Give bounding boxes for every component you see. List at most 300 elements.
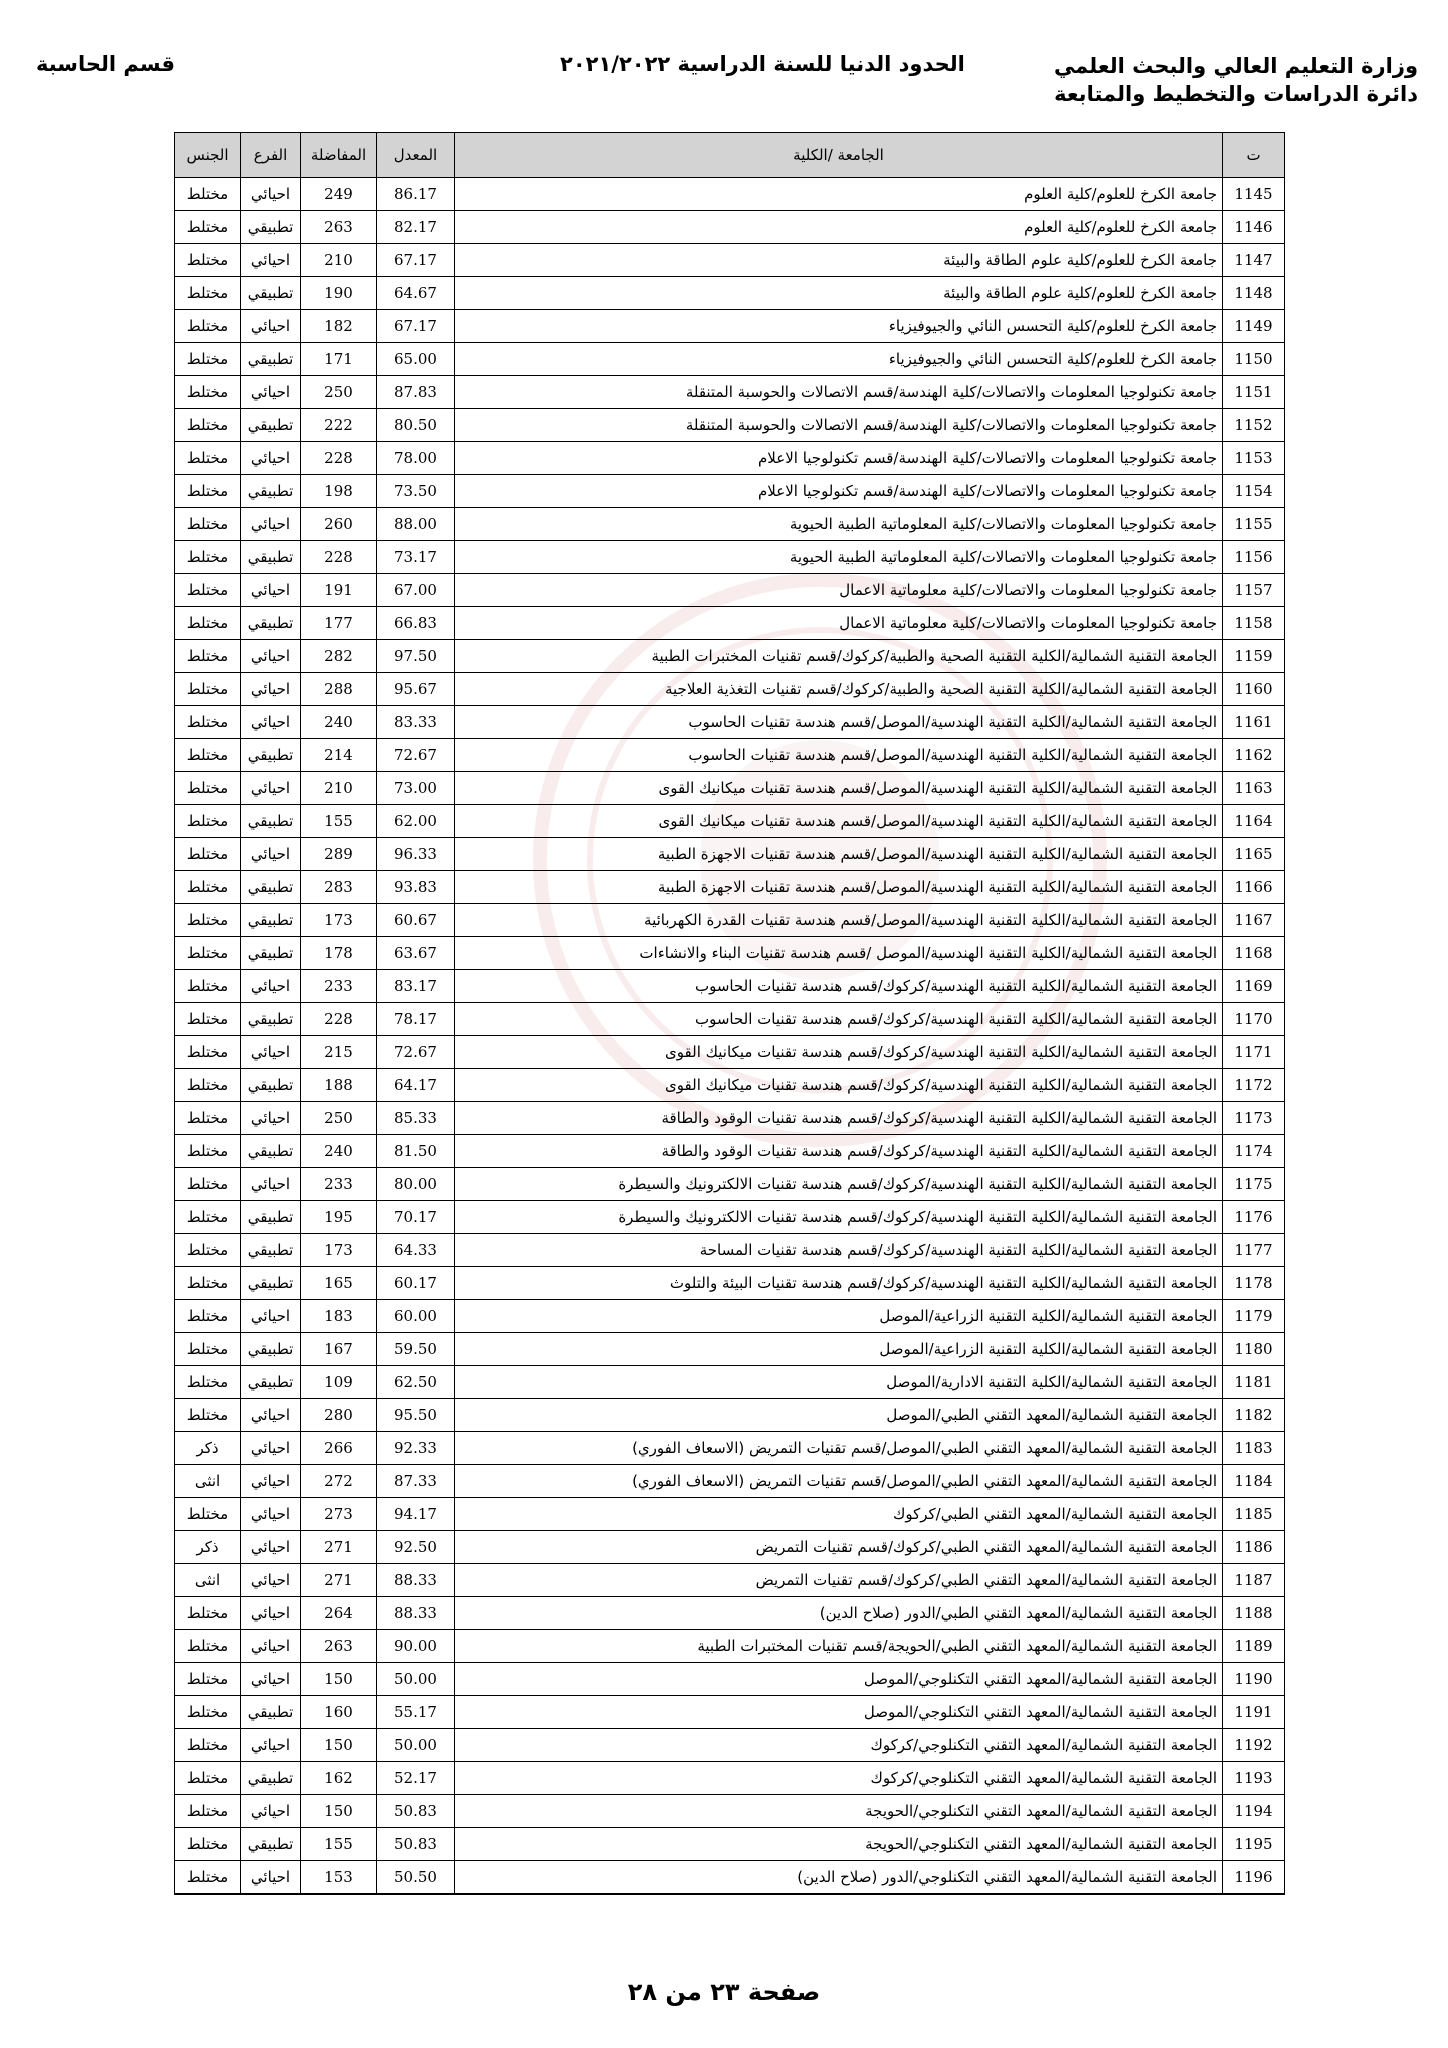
cell-college: جامعة تكنولوجيا المعلومات والاتصالات/كلية الهندسة/قسم الاتصالات والحوسبة المتنقلة [455, 409, 1223, 442]
cell-gender: مختلط [175, 970, 241, 1003]
cell-seq: 1162 [1223, 739, 1285, 772]
cell-preference: 263 [301, 211, 377, 244]
cell-seq: 1183 [1223, 1432, 1285, 1465]
cell-preference: 260 [301, 508, 377, 541]
cell-gender: مختلط [175, 772, 241, 805]
cell-preference: 155 [301, 805, 377, 838]
cell-preference: 182 [301, 310, 377, 343]
cell-average: 87.33 [377, 1465, 455, 1498]
cell-college: جامعة الكرخ للعلوم/كلية العلوم [455, 211, 1223, 244]
cell-average: 64.33 [377, 1234, 455, 1267]
cell-preference: 289 [301, 838, 377, 871]
cell-college: الجامعة التقنية الشمالية/الكلية التقنية الصحية والطبية/كركوك/قسم تقنيات التغذية العلاجية [455, 673, 1223, 706]
cell-college: الجامعة التقنية الشمالية/المعهد التقني الطبي/الموصل/قسم تقنيات التمريض (الاسعاف الفوري) [455, 1465, 1223, 1498]
cell-college: جامعة تكنولوجيا المعلومات والاتصالات/كلية معلوماتية الاعمال [455, 607, 1223, 640]
table-row [175, 1564, 1285, 1597]
cell-college: الجامعة التقنية الشمالية/المعهد التقني التكنلوجي/الحويجة [455, 1795, 1223, 1828]
cell-gender: مختلط [175, 1696, 241, 1729]
cell-gender: مختلط [175, 937, 241, 970]
cell-preference: 249 [301, 178, 377, 211]
table-row [175, 211, 1285, 244]
cell-average: 95.50 [377, 1399, 455, 1432]
cell-average: 62.00 [377, 805, 455, 838]
cell-preference: 233 [301, 1168, 377, 1201]
cell-seq: 1173 [1223, 1102, 1285, 1135]
cell-branch: احيائي [241, 1597, 301, 1630]
cell-seq: 1160 [1223, 673, 1285, 706]
cell-gender: مختلط [175, 1399, 241, 1432]
cell-average: 50.83 [377, 1828, 455, 1861]
table-header-row [175, 133, 1285, 178]
cell-branch: احيائي [241, 1795, 301, 1828]
cell-college: الجامعة التقنية الشمالية/المعهد التقني التكنلوجي/الحويجة [455, 1828, 1223, 1861]
ministry-name: وزارة التعليم العالي والبحث العلمي [1053, 54, 1418, 78]
cell-branch: احيائي [241, 772, 301, 805]
cell-seq: 1157 [1223, 574, 1285, 607]
cell-average: 50.00 [377, 1663, 455, 1696]
cell-average: 55.17 [377, 1696, 455, 1729]
cell-gender: مختلط [175, 739, 241, 772]
cell-seq: 1161 [1223, 706, 1285, 739]
column-header-gender: الجنس [175, 133, 241, 178]
cell-average: 72.67 [377, 1036, 455, 1069]
cell-preference: 153 [301, 1861, 377, 1895]
cell-seq: 1148 [1223, 277, 1285, 310]
cell-preference: 109 [301, 1366, 377, 1399]
cell-gender: مختلط [175, 1729, 241, 1762]
cell-preference: 150 [301, 1729, 377, 1762]
cell-seq: 1145 [1223, 178, 1285, 211]
cell-preference: 210 [301, 244, 377, 277]
table-row [175, 937, 1285, 970]
cell-gender: مختلط [175, 1597, 241, 1630]
cell-gender: ذكر [175, 1432, 241, 1465]
cell-seq: 1177 [1223, 1234, 1285, 1267]
table-row [175, 244, 1285, 277]
cell-seq: 1195 [1223, 1828, 1285, 1861]
cell-branch: احيائي [241, 1531, 301, 1564]
cell-preference: 250 [301, 376, 377, 409]
cell-seq: 1189 [1223, 1630, 1285, 1663]
cell-college: الجامعة التقنية الشمالية/الكلية التقنية الادارية/الموصل [455, 1366, 1223, 1399]
cell-college: الجامعة التقنية الشمالية/المعهد التقني الطبي/الموصل/قسم تقنيات التمريض (الاسعاف الفوري) [455, 1432, 1223, 1465]
column-header-preference: المفاضلة [301, 133, 377, 178]
cell-branch: تطبيقي [241, 607, 301, 640]
cell-seq: 1180 [1223, 1333, 1285, 1366]
cell-branch: احيائي [241, 574, 301, 607]
cell-gender: مختلط [175, 1300, 241, 1333]
cell-gender: مختلط [175, 244, 241, 277]
cell-preference: 210 [301, 772, 377, 805]
cell-average: 80.50 [377, 409, 455, 442]
cell-preference: 155 [301, 1828, 377, 1861]
cell-gender: انثى [175, 1465, 241, 1498]
cell-branch: تطبيقي [241, 937, 301, 970]
cell-preference: 177 [301, 607, 377, 640]
cell-college: جامعة الكرخ للعلوم/كلية علوم الطاقة والبيئة [455, 244, 1223, 277]
cell-branch: احيائي [241, 1498, 301, 1531]
cell-branch: تطبيقي [241, 1267, 301, 1300]
cell-preference: 150 [301, 1663, 377, 1696]
cell-college: جامعة تكنولوجيا المعلومات والاتصالات/كلية المعلوماتية الطبية الحيوية [455, 508, 1223, 541]
table-row [175, 409, 1285, 442]
table-row [175, 1201, 1285, 1234]
cell-gender: مختلط [175, 871, 241, 904]
cell-preference: 183 [301, 1300, 377, 1333]
table-row [175, 1465, 1285, 1498]
cell-gender: مختلط [175, 211, 241, 244]
table-row [175, 508, 1285, 541]
cell-college: الجامعة التقنية الشمالية/المعهد التقني الطبي/الدور (صلاح الدين) [455, 1597, 1223, 1630]
cell-gender: مختلط [175, 1168, 241, 1201]
cell-college: الجامعة التقنية الشمالية/الكلية التقنية الهندسية/الموصل/قسم هندسة تقنيات ميكانيك القوى [455, 805, 1223, 838]
cell-college: جامعة الكرخ للعلوم/كلية علوم الطاقة والبيئة [455, 277, 1223, 310]
table-row [175, 1432, 1285, 1465]
column-header-average: المعدل [377, 133, 455, 178]
cell-branch: تطبيقي [241, 805, 301, 838]
cell-average: 65.00 [377, 343, 455, 376]
cell-gender: ذكر [175, 1531, 241, 1564]
cell-seq: 1155 [1223, 508, 1285, 541]
cell-seq: 1172 [1223, 1069, 1285, 1102]
cell-average: 92.50 [377, 1531, 455, 1564]
cell-college: الجامعة التقنية الشمالية/الكلية التقنية الهندسية/الموصل/قسم هندسة تقنيات الحاسوب [455, 706, 1223, 739]
cell-college: الجامعة التقنية الشمالية/المعهد التقني التكنلوجي/الدور (صلاح الدين) [455, 1861, 1223, 1895]
cell-branch: احيائي [241, 1465, 301, 1498]
cell-college: جامعة تكنولوجيا المعلومات والاتصالات/كلية المعلوماتية الطبية الحيوية [455, 541, 1223, 574]
table-row [175, 706, 1285, 739]
cell-preference: 228 [301, 442, 377, 475]
cell-average: 50.83 [377, 1795, 455, 1828]
table-row [175, 475, 1285, 508]
table-row [175, 1102, 1285, 1135]
cell-branch: احيائي [241, 310, 301, 343]
cell-average: 93.83 [377, 871, 455, 904]
cell-seq: 1159 [1223, 640, 1285, 673]
cell-gender: مختلط [175, 541, 241, 574]
cell-branch: احيائي [241, 673, 301, 706]
cell-gender: مختلط [175, 1762, 241, 1795]
cell-seq: 1182 [1223, 1399, 1285, 1432]
cell-seq: 1194 [1223, 1795, 1285, 1828]
cell-preference: 263 [301, 1630, 377, 1663]
cell-seq: 1190 [1223, 1663, 1285, 1696]
cell-average: 88.00 [377, 508, 455, 541]
cell-college: الجامعة التقنية الشمالية/المعهد التقني التكنلوجي/الموصل [455, 1663, 1223, 1696]
cell-preference: 215 [301, 1036, 377, 1069]
cell-seq: 1171 [1223, 1036, 1285, 1069]
cell-average: 50.00 [377, 1729, 455, 1762]
cell-preference: 190 [301, 277, 377, 310]
cell-college: جامعة الكرخ للعلوم/كلية التحسس النائي والجيوفيزياء [455, 310, 1223, 343]
cell-college: الجامعة التقنية الشمالية/الكلية التقنية الهندسية/الموصل/قسم هندسة تقنيات الاجهزة الطبية [455, 838, 1223, 871]
cell-branch: تطبيقي [241, 1828, 301, 1861]
cell-gender: مختلط [175, 706, 241, 739]
cell-branch: احيائي [241, 508, 301, 541]
table-row [175, 1168, 1285, 1201]
cell-branch: تطبيقي [241, 277, 301, 310]
cell-seq: 1185 [1223, 1498, 1285, 1531]
cell-preference: 271 [301, 1531, 377, 1564]
cell-average: 78.17 [377, 1003, 455, 1036]
cell-average: 85.33 [377, 1102, 455, 1135]
cell-college: الجامعة التقنية الشمالية/الكلية التقنية الهندسية/كركوك/قسم هندسة تقنيات ميكانيك القوى [455, 1069, 1223, 1102]
table-row [175, 1531, 1285, 1564]
table-row [175, 310, 1285, 343]
cell-seq: 1181 [1223, 1366, 1285, 1399]
cell-average: 67.00 [377, 574, 455, 607]
table-row [175, 1267, 1285, 1300]
cell-preference: 165 [301, 1267, 377, 1300]
cell-gender: مختلط [175, 1135, 241, 1168]
cell-branch: تطبيقي [241, 1234, 301, 1267]
cell-gender: مختلط [175, 1663, 241, 1696]
cell-college: الجامعة التقنية الشمالية/الكلية التقنية الهندسية/الموصل /قسم هندسة تقنيات البناء والانشاءات [455, 937, 1223, 970]
cell-gender: مختلط [175, 277, 241, 310]
cell-preference: 150 [301, 1795, 377, 1828]
cell-preference: 272 [301, 1465, 377, 1498]
cell-gender: مختلط [175, 1630, 241, 1663]
table-row [175, 1762, 1285, 1795]
cell-seq: 1175 [1223, 1168, 1285, 1201]
cell-college: الجامعة التقنية الشمالية/الكلية التقنية الزراعية/الموصل [455, 1300, 1223, 1333]
cell-branch: احيائي [241, 1564, 301, 1597]
cell-seq: 1187 [1223, 1564, 1285, 1597]
cell-average: 94.17 [377, 1498, 455, 1531]
cell-gender: مختلط [175, 1366, 241, 1399]
cell-college: الجامعة التقنية الشمالية/الكلية التقنية الزراعية/الموصل [455, 1333, 1223, 1366]
cell-average: 81.50 [377, 1135, 455, 1168]
cell-seq: 1163 [1223, 772, 1285, 805]
cell-preference: 195 [301, 1201, 377, 1234]
cell-gender: مختلط [175, 442, 241, 475]
table-body [175, 178, 1285, 1895]
cell-gender: مختلط [175, 343, 241, 376]
cell-branch: احيائي [241, 1300, 301, 1333]
cell-seq: 1146 [1223, 211, 1285, 244]
cell-preference: 282 [301, 640, 377, 673]
cell-average: 60.17 [377, 1267, 455, 1300]
cell-seq: 1149 [1223, 310, 1285, 343]
cell-seq: 1186 [1223, 1531, 1285, 1564]
cell-college: جامعة تكنولوجيا المعلومات والاتصالات/كلية معلوماتية الاعمال [455, 574, 1223, 607]
cell-seq: 1165 [1223, 838, 1285, 871]
section-name: قسم الحاسبة [36, 52, 175, 76]
cell-average: 67.17 [377, 310, 455, 343]
cell-average: 83.17 [377, 970, 455, 1003]
cell-branch: تطبيقي [241, 211, 301, 244]
cell-gender: مختلط [175, 1234, 241, 1267]
table-row [175, 772, 1285, 805]
cell-preference: 171 [301, 343, 377, 376]
cell-average: 67.17 [377, 244, 455, 277]
cell-branch: احيائي [241, 1729, 301, 1762]
cell-average: 66.83 [377, 607, 455, 640]
cell-preference: 160 [301, 1696, 377, 1729]
cell-average: 63.67 [377, 937, 455, 970]
cell-average: 60.00 [377, 1300, 455, 1333]
cell-preference: 222 [301, 409, 377, 442]
document-title: الحدود الدنيا للسنة الدراسية ٢٠٢١/٢٠٢٢ [560, 52, 965, 76]
cell-gender: مختلط [175, 178, 241, 211]
cell-branch: احيائي [241, 1861, 301, 1895]
cell-branch: تطبيقي [241, 1135, 301, 1168]
cell-seq: 1168 [1223, 937, 1285, 970]
cell-preference: 228 [301, 1003, 377, 1036]
cell-branch: احيائي [241, 640, 301, 673]
table-row [175, 1069, 1285, 1102]
cell-college: الجامعة التقنية الشمالية/المعهد التقني الطبي/كركوك [455, 1498, 1223, 1531]
cell-branch: تطبيقي [241, 904, 301, 937]
cell-college: الجامعة التقنية الشمالية/المعهد التقني الطبي/الحويجة/قسم تقنيات المختبرات الطبية [455, 1630, 1223, 1663]
cell-average: 87.83 [377, 376, 455, 409]
cell-college: الجامعة التقنية الشمالية/المعهد التقني التكنلوجي/الموصل [455, 1696, 1223, 1729]
cell-college: الجامعة التقنية الشمالية/الكلية التقنية الهندسية/كركوك/قسم هندسة تقنيات الوقود والطاقة [455, 1102, 1223, 1135]
cell-branch: احيائي [241, 376, 301, 409]
table-row [175, 178, 1285, 211]
cell-preference: 271 [301, 1564, 377, 1597]
cell-gender: مختلط [175, 640, 241, 673]
cell-preference: 233 [301, 970, 377, 1003]
cell-branch: احيائي [241, 1102, 301, 1135]
cell-gender: مختلط [175, 1102, 241, 1135]
table-row [175, 1333, 1285, 1366]
table-row [175, 574, 1285, 607]
column-header-seq: ت [1223, 133, 1285, 178]
cell-seq: 1150 [1223, 343, 1285, 376]
cell-seq: 1192 [1223, 1729, 1285, 1762]
table-row [175, 1003, 1285, 1036]
cell-college: الجامعة التقنية الشمالية/الكلية التقنية الهندسية/الموصل/قسم هندسة تقنيات الحاسوب [455, 739, 1223, 772]
cell-gender: مختلط [175, 838, 241, 871]
cell-average: 88.33 [377, 1597, 455, 1630]
cell-average: 86.17 [377, 178, 455, 211]
page-number: صفحة ٢٣ من ٢٨ [627, 1978, 821, 2006]
table-row [175, 1795, 1285, 1828]
table-row [175, 1729, 1285, 1762]
table-row [175, 1630, 1285, 1663]
cell-gender: مختلط [175, 409, 241, 442]
cell-seq: 1147 [1223, 244, 1285, 277]
cell-college: الجامعة التقنية الشمالية/الكلية التقنية الهندسية/كركوك/قسم هندسة تقنيات المساحة [455, 1234, 1223, 1267]
table-row [175, 277, 1285, 310]
cell-branch: احيائي [241, 706, 301, 739]
cell-average: 72.67 [377, 739, 455, 772]
cell-average: 52.17 [377, 1762, 455, 1795]
cell-gender: مختلط [175, 508, 241, 541]
cell-gender: مختلط [175, 1201, 241, 1234]
cell-college: جامعة تكنولوجيا المعلومات والاتصالات/كلية الهندسة/قسم تكنولوجيا الاعلام [455, 475, 1223, 508]
cell-branch: احيائي [241, 1399, 301, 1432]
cell-branch: تطبيقي [241, 1069, 301, 1102]
cell-branch: احيائي [241, 442, 301, 475]
cell-gender: مختلط [175, 1795, 241, 1828]
cell-branch: احيائي [241, 1663, 301, 1696]
cell-seq: 1184 [1223, 1465, 1285, 1498]
cell-branch: تطبيقي [241, 1696, 301, 1729]
cell-preference: 188 [301, 1069, 377, 1102]
header-right [1054, 52, 1418, 108]
cell-preference: 240 [301, 706, 377, 739]
cell-college: الجامعة التقنية الشمالية/المعهد التقني التكنلوجي/كركوك [455, 1762, 1223, 1795]
cell-branch: تطبيقي [241, 1333, 301, 1366]
table-row [175, 904, 1285, 937]
cell-college: الجامعة التقنية الشمالية/المعهد التقني التكنلوجي/كركوك [455, 1729, 1223, 1762]
cell-branch: احيائي [241, 1168, 301, 1201]
table-row [175, 343, 1285, 376]
table-row [175, 376, 1285, 409]
cell-gender: مختلط [175, 1267, 241, 1300]
cell-branch: احيائي [241, 1630, 301, 1663]
table-row [175, 970, 1285, 1003]
cell-gender: مختلط [175, 1036, 241, 1069]
cell-branch: تطبيقي [241, 1366, 301, 1399]
cell-preference: 173 [301, 1234, 377, 1267]
table-row [175, 1663, 1285, 1696]
cell-gender: انثى [175, 1564, 241, 1597]
cell-college: الجامعة التقنية الشمالية/الكلية التقنية الهندسية/كركوك/قسم هندسة تقنيات الوقود والطاقة [455, 1135, 1223, 1168]
cell-average: 83.33 [377, 706, 455, 739]
cell-preference: 288 [301, 673, 377, 706]
cell-seq: 1179 [1223, 1300, 1285, 1333]
cell-gender: مختلط [175, 673, 241, 706]
cell-branch: تطبيقي [241, 409, 301, 442]
cell-branch: احيائي [241, 1036, 301, 1069]
table-row [175, 805, 1285, 838]
cell-preference: 214 [301, 739, 377, 772]
cell-seq: 1167 [1223, 904, 1285, 937]
table-row [175, 1300, 1285, 1333]
cell-average: 73.00 [377, 772, 455, 805]
cell-gender: مختلط [175, 376, 241, 409]
cell-average: 95.67 [377, 673, 455, 706]
cell-seq: 1169 [1223, 970, 1285, 1003]
cell-branch: تطبيقي [241, 871, 301, 904]
cell-college: الجامعة التقنية الشمالية/الكلية التقنية الهندسية/كركوك/قسم هندسة تقنيات الحاسوب [455, 970, 1223, 1003]
table-row [175, 1498, 1285, 1531]
cell-college: جامعة الكرخ للعلوم/كلية العلوم [455, 178, 1223, 211]
cell-preference: 250 [301, 1102, 377, 1135]
cell-college: الجامعة التقنية الشمالية/الكلية التقنية الهندسية/الموصل/قسم هندسة تقنيات القدرة الكهربائية [455, 904, 1223, 937]
cell-preference: 266 [301, 1432, 377, 1465]
table-row [175, 673, 1285, 706]
cell-preference: 280 [301, 1399, 377, 1432]
table-row [175, 442, 1285, 475]
department-name: دائرة الدراسات والتخطيط والمتابعة [1054, 82, 1418, 106]
table-row [175, 1861, 1285, 1895]
cell-gender: مختلط [175, 475, 241, 508]
table-row [175, 1036, 1285, 1069]
cell-seq: 1166 [1223, 871, 1285, 904]
table-row [175, 1597, 1285, 1630]
cell-average: 60.67 [377, 904, 455, 937]
cell-average: 73.50 [377, 475, 455, 508]
cell-gender: مختلط [175, 1828, 241, 1861]
cell-college: الجامعة التقنية الشمالية/الكلية التقنية الهندسية/الموصل/قسم هندسة تقنيات الاجهزة الطبية [455, 871, 1223, 904]
cell-average: 97.50 [377, 640, 455, 673]
cell-gender: مختلط [175, 805, 241, 838]
cell-average: 50.50 [377, 1861, 455, 1895]
cell-seq: 1176 [1223, 1201, 1285, 1234]
cell-branch: احيائي [241, 970, 301, 1003]
cell-average: 70.17 [377, 1201, 455, 1234]
cell-college: جامعة تكنولوجيا المعلومات والاتصالات/كلية الهندسة/قسم تكنولوجيا الاعلام [455, 442, 1223, 475]
table-row [175, 1234, 1285, 1267]
cell-gender: مختلط [175, 1333, 241, 1366]
cell-seq: 1153 [1223, 442, 1285, 475]
cell-average: 90.00 [377, 1630, 455, 1663]
cell-preference: 240 [301, 1135, 377, 1168]
